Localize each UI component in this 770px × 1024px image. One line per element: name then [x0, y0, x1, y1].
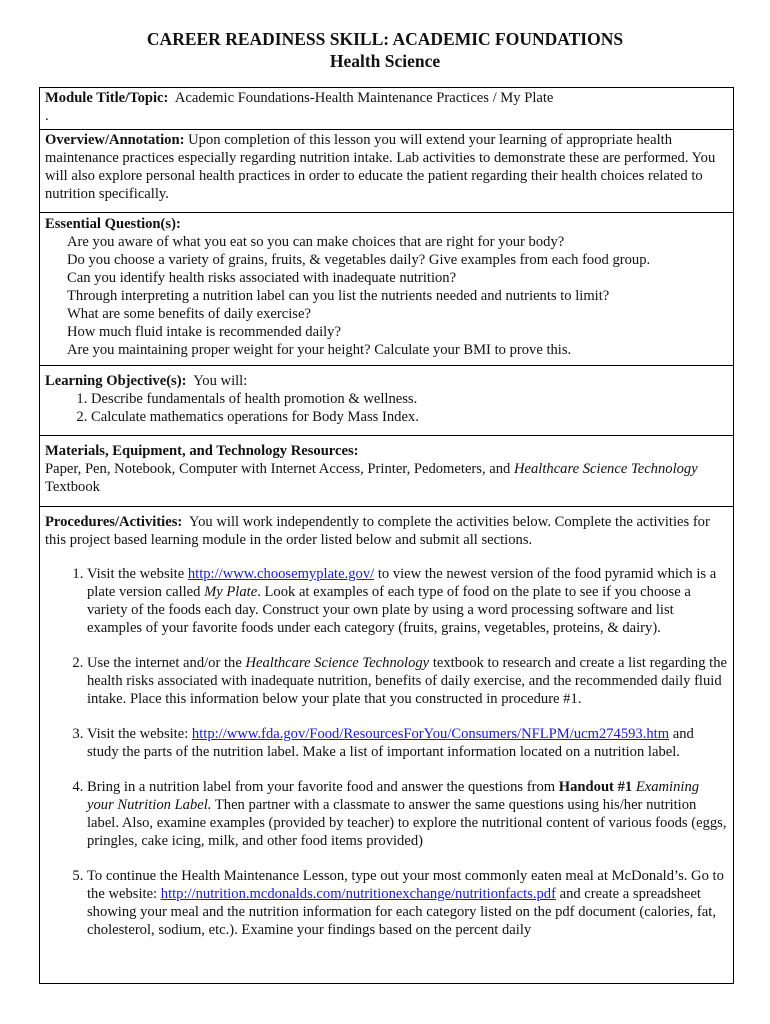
procedures-row: [40, 507, 733, 961]
procedure-text: Then partner with a classmate to answer the same questions using his/her nutrition label. Also, examine examples (provided by teacher) to explore the nutritional content of various foods (eggs, pringles, cake icing, milk, and other food items provided): [87, 797, 727, 849]
essential-label: Essential Question(s):: [45, 216, 181, 232]
fda-link[interactable]: http://www.fda.gov/Food/ResourcesForYou/Consumers/NFLPM/ucm274593.htm: [191, 726, 670, 742]
procedure-text: Use the internet and/or the: [87, 655, 246, 671]
procedure-italic: Healthcare Science Technology: [245, 655, 430, 671]
objective-item: 2. Calculate mathematics operations for Body Mass Index.: [91, 408, 728, 426]
procedures-intro: You will work independently to complete the activities below. Complete the activities for this project based learning module in the order listed below and submit all sections.: [45, 514, 710, 548]
overview-row: [40, 130, 733, 213]
procedure-text: . Look at examples of each type of food on the plate to see if you choose a variety of the foods each day. Construct your own plate by using a word processing software and list examples of your favorite foods under each category (fruits, grains, vegetables, proteins, & dairy).: [87, 584, 691, 636]
procedure-item-5: [87, 867, 728, 939]
question-item: Do you choose a variety of grains, fruits, & vegetables daily? Give examples from each food group.: [67, 252, 651, 268]
choosemyplate-link[interactable]: http://www.choosemyplate.gov/: [187, 566, 375, 582]
module-dot: .: [45, 108, 49, 124]
materials-book-title: Healthcare Science Technology: [513, 461, 698, 477]
page-subtitle: Health Science: [329, 51, 441, 71]
question-item: How much fluid intake is recommended daily?: [67, 324, 341, 340]
module-value: Academic Foundations-Health Maintenance Practices / My Plate: [174, 90, 554, 106]
question-item: Are you maintaining proper weight for your height? Calculate your BMI to prove this.: [67, 342, 572, 358]
handout-label: Handout #1: [558, 779, 633, 795]
objectives-intro: You will:: [193, 373, 248, 389]
handout-title: Examining your Nutrition Label.: [87, 779, 700, 813]
procedure-item-4: [87, 778, 728, 850]
question-item: What are some benefits of daily exercise?: [67, 306, 311, 322]
procedure-text: To continue the Health Maintenance Lesson, type out your most commonly eaten meal at McDonald’s. Go to the website:: [87, 868, 724, 902]
essential-row: [40, 213, 733, 366]
objectives-row: [40, 366, 733, 436]
module-table: [39, 87, 734, 984]
materials-text-end: Textbook: [45, 479, 100, 495]
overview-text: Upon completion of this lesson you will extend your learning of appropriate health maintenance practices especially regarding nutrition intake. Lab activities to demonstrate these are performed. You will also explore personal health practices in order to educate the patient regarding their health choices related to nutrition specifically.: [45, 132, 716, 202]
question-item: Can you identify health risks associated with inadequate nutrition?: [67, 270, 457, 286]
materials-label: Materials, Equipment, and Technology Resources:: [45, 443, 359, 459]
question-item: Are you aware of what you eat so you can make choices that are right for your body?: [67, 234, 565, 250]
procedure-text: and create a spreadsheet showing your meal and the nutrition information for each category listed on the pdf document (calories, fat, cholesterol, sodium, etc.). Examine your findings based on the percent daily: [87, 886, 716, 938]
question-item: Through interpreting a nutrition label can you list the nutrients needed and nutrients to limit?: [67, 288, 610, 304]
module-row: [40, 88, 733, 130]
objectives-list: [45, 390, 728, 426]
procedure-text: to view the newest version of the food pyramid which is a plate version called: [87, 566, 717, 600]
objective-item: 1. Describe fundamentals of health promotion & wellness.: [91, 390, 728, 408]
objectives-label: Learning Objective(s):: [45, 373, 187, 389]
procedure-text: Bring in a nutrition label from your favorite food and answer the questions from: [87, 779, 559, 795]
module-label: Module Title/Topic:: [45, 90, 169, 106]
materials-row: [40, 436, 733, 507]
procedure-text: Visit the website: [87, 566, 188, 582]
procedure-italic: My Plate: [204, 584, 258, 600]
procedures-list: [45, 565, 728, 939]
procedure-item-2: [87, 654, 728, 708]
procedure-text: Visit the website:: [87, 726, 192, 742]
procedures-label: Procedures/Activities:: [45, 514, 183, 530]
procedure-item-3: [87, 725, 728, 761]
procedure-text: textbook to research and create a list regarding the health risks associated with inadequate nutrition, benefits of daily exercise, and the recommended daily fluid intake. Place this information below your plate that you constructed in procedure #1.: [87, 655, 727, 707]
page-title: CAREER READINESS SKILL: ACADEMIC FOUNDATIONS: [146, 29, 624, 49]
mcdonalds-link[interactable]: http://nutrition.mcdonalds.com/nutritionexchange/nutritionfacts.pdf: [160, 886, 556, 902]
materials-text: Paper, Pen, Notebook, Computer with Internet Access, Printer, Pedometers, and: [45, 461, 514, 477]
procedure-item-1: [87, 565, 728, 637]
overview-label: Overview/Annotation:: [45, 132, 185, 148]
procedure-text: and study the parts of the nutrition label. Make a list of important information located on a nutrition label.: [87, 726, 694, 760]
